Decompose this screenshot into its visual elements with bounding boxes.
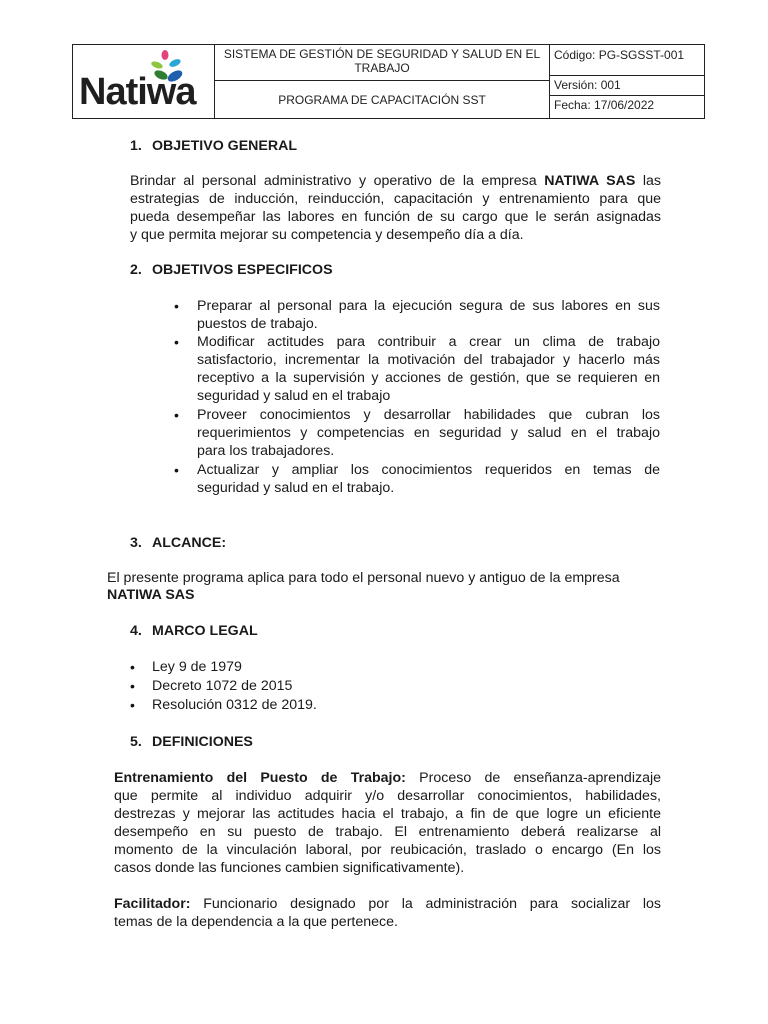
document-code: Código: PG-SGSST-001 bbox=[550, 45, 704, 76]
section-2-heading bbox=[130, 261, 333, 279]
section-1-number: 1. bbox=[130, 138, 142, 154]
objective-1-line-2: puestos de trabajo. bbox=[197, 316, 318, 332]
objective-2-line-1: Modificar actitudes para contribuir a crear un clima de trabajo bbox=[197, 334, 660, 350]
section-1-line-3: pueda desempeñar las labores en función de su cargo que le serán asignadas bbox=[130, 209, 661, 225]
logo-wordmark: Natiwa bbox=[79, 71, 196, 113]
bullet-dot: • bbox=[174, 298, 179, 314]
objective-3-line-1: Proveer conocimientos y desarrollar habilidades que cubran los bbox=[197, 407, 660, 423]
definition-1-start: Proceso de enseñanza-aprendizaje bbox=[405, 770, 662, 786]
definition-1-line-2: que permite al individuo adquirir y/o desarrollar conocimientos, habilidades, bbox=[114, 788, 661, 804]
program-title: PROGRAMA DE CAPACITACIÓN SST bbox=[215, 81, 550, 118]
objective-1-line-1: Preparar al personal para la ejecución segura de sus labores en sus bbox=[197, 298, 660, 314]
section-1-title: OBJETIVO GENERAL bbox=[152, 138, 298, 154]
definition-2-line-1 bbox=[114, 895, 661, 913]
section-1-line-2: estrategias de inducción, reinducción, capacitación y entrenamiento para que bbox=[130, 191, 661, 207]
s1-text-a: Brindar al personal administrativo y operativo de la empresa bbox=[130, 173, 545, 189]
objective-3-line-3: para los trabajadores. bbox=[197, 443, 335, 459]
document-date: Fecha: 17/06/2022 bbox=[554, 98, 655, 112]
definition-1-line-5: momento de la vinculación laboral, por reubicación, traslado o encargo (En los bbox=[114, 842, 661, 858]
document-header-table bbox=[72, 44, 705, 119]
objective-4-line-1: Actualizar y ampliar los conocimientos requeridos en temas de bbox=[197, 462, 660, 478]
section-1-heading bbox=[130, 137, 297, 155]
objective-2-line-3: receptivo a la supervisión y acciones de gestión, que se requieren en bbox=[197, 370, 660, 386]
logo-cell bbox=[73, 45, 215, 118]
definition-1-line-4: desempeño en su puesto de trabajo. El entrenamiento deberá realizarse al bbox=[114, 824, 661, 840]
s1-text-b: las bbox=[635, 173, 661, 189]
section-4-heading bbox=[130, 622, 258, 640]
scope-text-line-1: El presente programa aplica para todo el personal nuevo y antiguo de la empresa bbox=[107, 570, 620, 586]
document-version: Versión: 001 bbox=[550, 76, 704, 96]
legal-item-3: Resolución 0312 de 2019. bbox=[152, 697, 317, 713]
definition-1-term: Entrenamiento del Puesto de Trabajo: bbox=[114, 770, 406, 786]
section-4-number: 4. bbox=[130, 623, 142, 639]
section-3-title: ALCANCE: bbox=[152, 535, 227, 551]
definition-2-line-2: temas de la dependencia a la que pertenece. bbox=[114, 914, 398, 930]
section-5-heading bbox=[130, 733, 253, 751]
section-1-line-4: y que permita mejorar su competencia y desempeño día a día. bbox=[130, 227, 524, 243]
bullet-dot: • bbox=[174, 334, 179, 350]
objective-2-line-4: seguridad y salud en el trabajo bbox=[197, 388, 391, 404]
bullet-dot: • bbox=[130, 697, 135, 713]
legal-item-1: Ley 9 de 1979 bbox=[152, 659, 242, 675]
bullet-dot: • bbox=[130, 659, 135, 675]
natiwa-logo bbox=[79, 49, 209, 115]
section-1-line-1 bbox=[130, 172, 661, 190]
bullet-dot: • bbox=[174, 462, 179, 478]
legal-item-2: Decreto 1072 de 2015 bbox=[152, 678, 293, 694]
definition-1-line-3: destrezas y mejorar las actitudes hacia el trabajo, a fin de que logre un eficiente bbox=[114, 806, 661, 822]
company-name-bold: NATIWA SAS bbox=[544, 173, 636, 189]
section-3-number: 3. bbox=[130, 535, 142, 551]
section-4-title: MARCO LEGAL bbox=[152, 623, 258, 639]
bullet-dot: • bbox=[174, 407, 179, 423]
section-2-title: OBJETIVOS ESPECIFICOS bbox=[152, 262, 333, 278]
scope-company-name: NATIWA SAS bbox=[107, 587, 195, 603]
bullet-dot: • bbox=[130, 678, 135, 694]
definition-2-term: Facilitador: bbox=[114, 896, 191, 912]
definition-1-line-1 bbox=[114, 769, 661, 787]
objective-3-line-2: requerimientos y competencias en seguridad y salud en el trabajo bbox=[197, 425, 660, 441]
section-5-title: DEFINICIONES bbox=[152, 734, 253, 750]
objective-4-line-2: seguridad y salud en el trabajo. bbox=[197, 480, 395, 496]
section-2-number: 2. bbox=[130, 262, 142, 278]
definition-2-start: Funcionario designado por la administración para socializar los bbox=[190, 896, 661, 912]
section-3-heading bbox=[130, 534, 226, 552]
objective-2-line-2: satisfactorio, incrementar la motivación del trabajador y hacerlo más bbox=[197, 352, 660, 368]
section-5-number: 5. bbox=[130, 734, 142, 750]
system-title: SISTEMA DE GESTIÓN DE SEGURIDAD Y SALUD EN EL TRABAJO bbox=[215, 45, 550, 81]
definition-1-line-6: casos donde las funciones cambien significativamente). bbox=[114, 860, 465, 876]
